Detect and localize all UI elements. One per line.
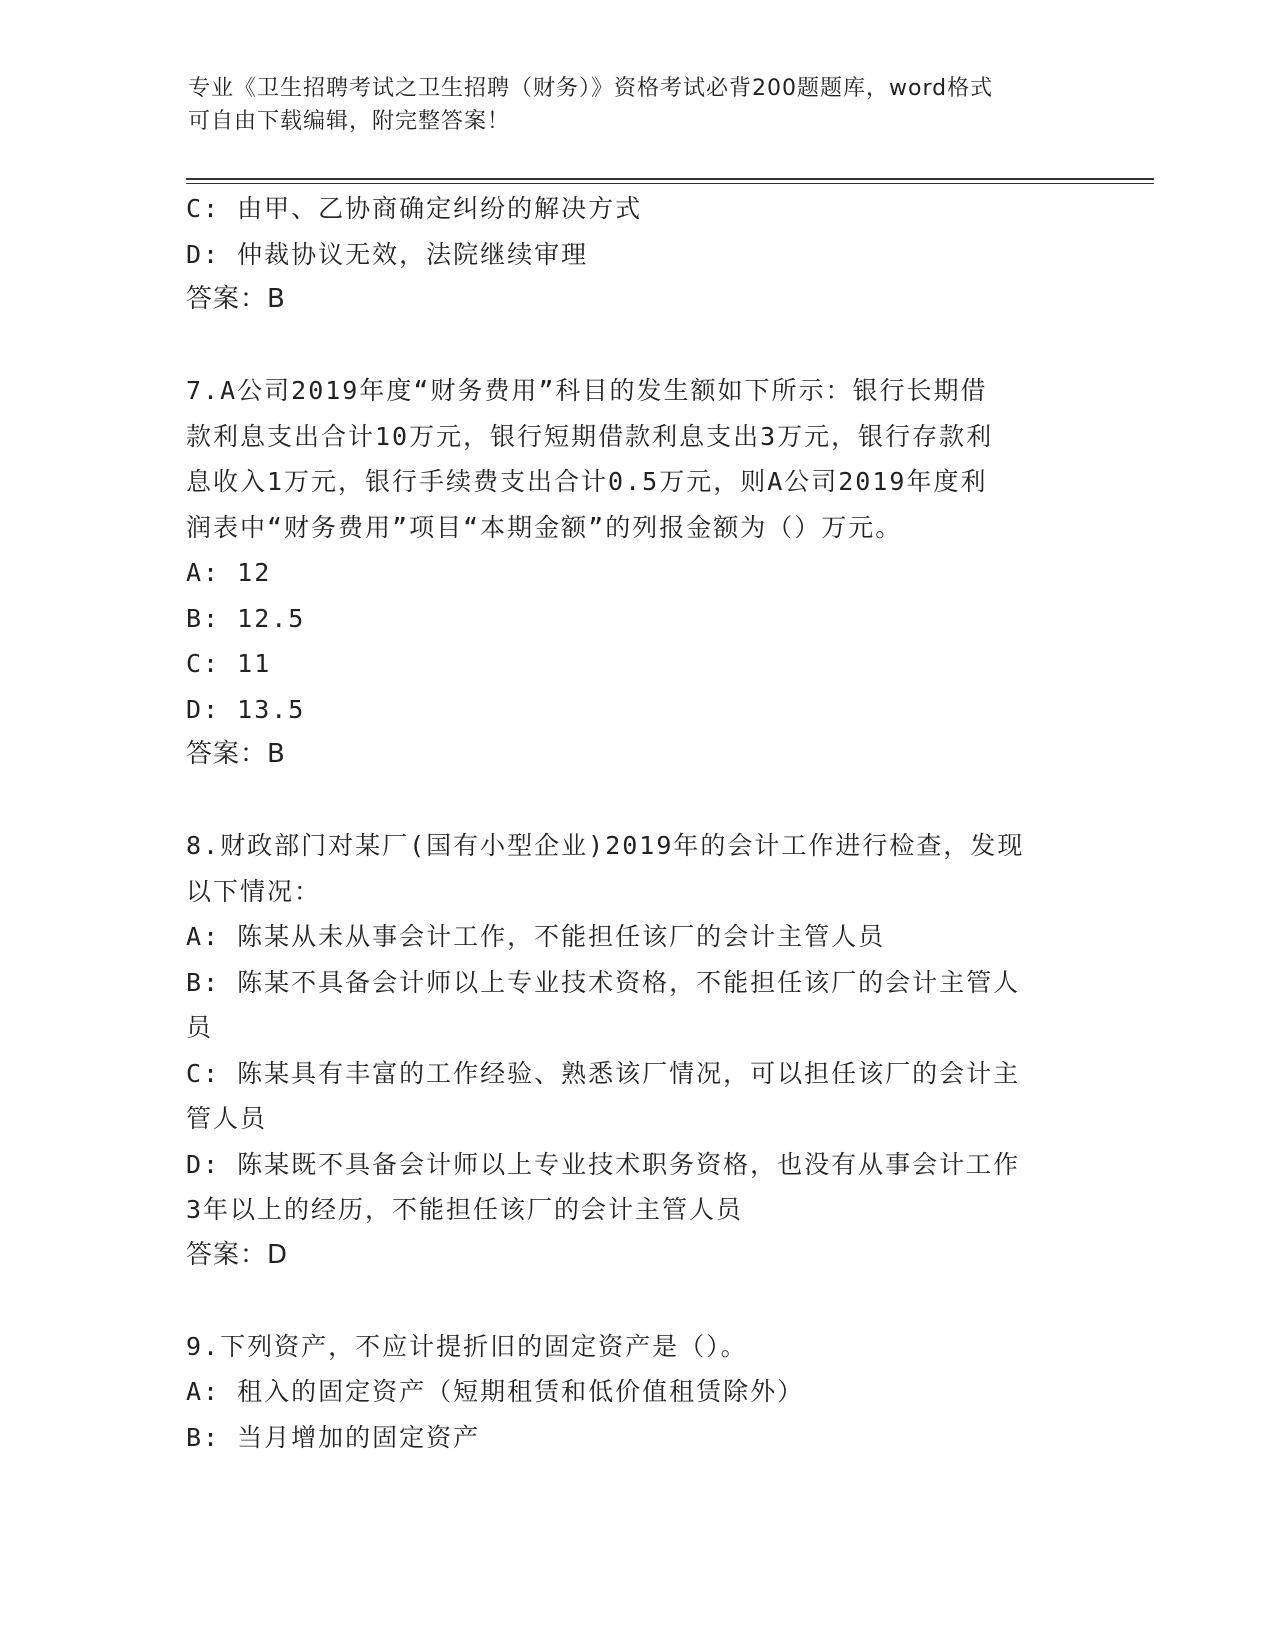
question-7 xyxy=(186,368,1086,778)
question-8-option-c-cont: 管人员 xyxy=(186,1104,268,1133)
question-7-stem-line: 息收入1万元，银行手续费支出合计0.5万元，则A公司2019年度利 xyxy=(186,467,988,496)
question-8-option-a: A: 陈某从未从事会计工作，不能担任该厂的会计主管人员 xyxy=(186,922,886,951)
question-8-stem-line: 8.财政部门对某厂(国有小型企业)2019年的会计工作进行检查，发现 xyxy=(186,831,1025,860)
question-7-option-a: A: 12 xyxy=(186,558,272,587)
question-7-stem-line: 7.A公司2019年度“财务费用”科目的发生额如下所示：银行长期借 xyxy=(186,376,988,405)
question-7-option-d: D: 13.5 xyxy=(186,694,306,724)
question-6-option-d: D: 仲裁协议无效，法院继续审理 xyxy=(186,239,589,269)
header-title-line-1: 专业《卫生招聘考试之卫生招聘（财务）》资格考试必背200题题库，word格式 xyxy=(188,76,994,101)
spacer xyxy=(186,323,1086,369)
question-7-stem-line: 润表中“财务费用”项目“本期金额”的列报金额为（）万元。 xyxy=(186,512,903,542)
question-7-option-c: C: 11 xyxy=(186,649,272,678)
question-6-tail xyxy=(186,186,1086,323)
question-7-answer: 答案：B xyxy=(186,739,286,769)
question-8-stem-line: 以下情况： xyxy=(186,876,322,906)
question-8-option-b: B: 陈某不具备会计师以上专业技术资格，不能担任该厂的会计主管人 xyxy=(186,967,1021,997)
question-9-option-a: A: 租入的固定资产（短期租赁和低价值租赁除外） xyxy=(186,1377,805,1406)
spacer xyxy=(186,1278,1086,1324)
question-6-answer: 答案：B xyxy=(186,284,286,314)
question-8 xyxy=(186,823,1086,1278)
question-9-option-b: B: 当月增加的固定资产 xyxy=(186,1422,481,1452)
document-header xyxy=(188,72,1088,138)
question-7-stem-line: 款利息支出合计10万元，银行短期借款利息支出3万元，银行存款利 xyxy=(186,421,994,451)
question-7-option-b: B: 12.5 xyxy=(186,603,306,633)
question-8-answer: 答案：D xyxy=(186,1239,289,1270)
question-8-option-d: D: 陈某既不具备会计师以上专业技术职务资格，也没有从事会计工作 xyxy=(186,1149,1021,1179)
spacer xyxy=(186,778,1086,824)
header-title-line-2: 可自由下载编辑，附完整答案！ xyxy=(188,109,511,134)
header-divider-thin xyxy=(186,183,1154,184)
question-content xyxy=(186,186,1086,1460)
question-9-stem: 9.下列资产，不应计提折旧的固定资产是（）。 xyxy=(186,1331,748,1361)
question-9 xyxy=(186,1324,1086,1461)
question-6-option-c: C: 由甲、乙协商确定纠纷的解决方式 xyxy=(186,194,643,223)
header-divider-thick xyxy=(186,178,1154,180)
question-8-option-d-cont: 3年以上的经历，不能担任该厂的会计主管人员 xyxy=(186,1195,744,1224)
question-8-option-c: C: 陈某具有丰富的工作经验、熟悉该厂情况，可以担任该厂的会计主 xyxy=(186,1058,1021,1088)
question-8-option-b-cont: 员 xyxy=(186,1013,214,1042)
